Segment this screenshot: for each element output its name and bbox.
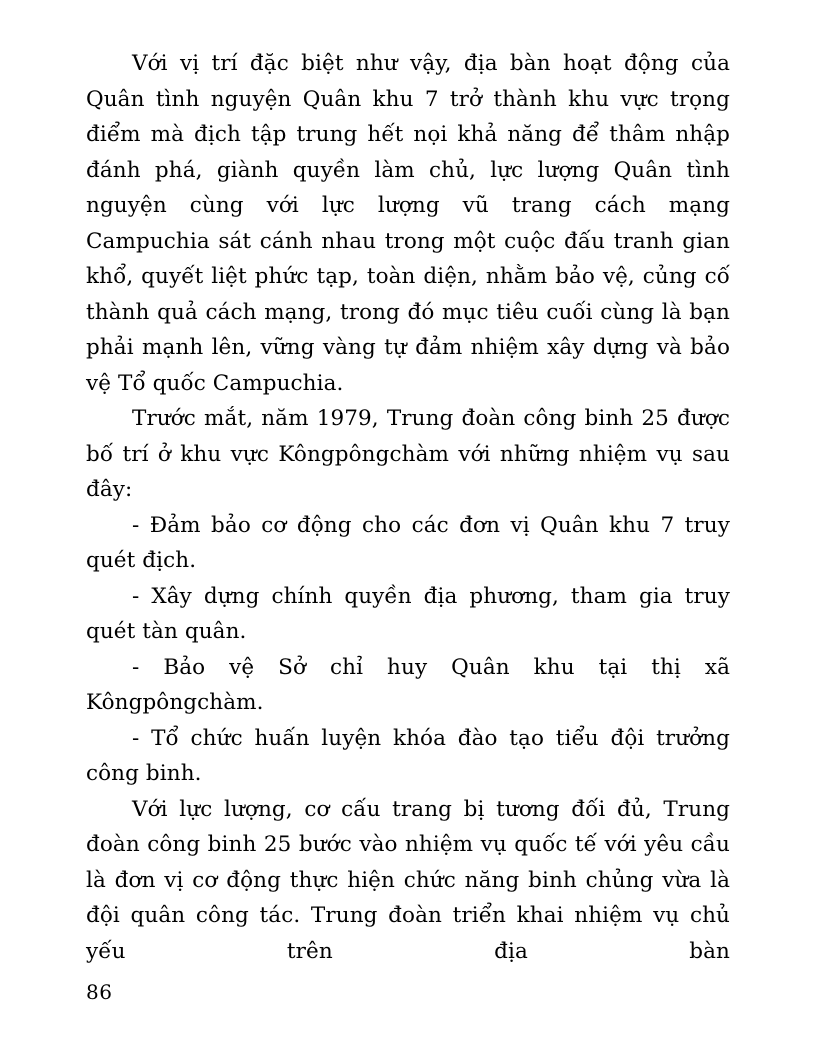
paragraph-5: - Bảo vệ Sở chỉ huy Quân khu tại thị xã Kôngpôngchàm. — [86, 654, 730, 715]
paragraph-6: - Tổ chức huấn luyện khóa đào tạo tiểu đội trưởng công binh. — [86, 725, 730, 786]
paragraph-2: Trước mắt, năm 1979, Trung đoàn công binh 25 được bố trí ở khu vực Kôngpôngchàm với những nhiệm vụ sau đây: — [86, 406, 730, 502]
paragraph-1: Với vị trí đặc biệt như vậy, địa bàn hoạt động của Quân tình nguyện Quân khu 7 trở thành khu vực trọng điểm mà địch tập trung hết nọi khả năng để thâm nhập đánh phá, giành quyền làm chủ, lực lượng Quân tình nguyện cùng với lực lượng vũ trang cách mạng Campuchia sát cánh nhau trong một cuộc đấu tranh gian khổ, quyết liệt phức tạp, toàn diện, nhằm bảo vệ, củng cố thành quả cách mạng, trong đó mục tiêu cuối cùng là bạn phải mạnh lên, vững vàng tự đảm nhiệm xây dựng và bảo vệ Tổ quốc Campuchia. — [86, 51, 730, 396]
paragraph-4: - Xây dựng chính quyền địa phương, tham gia truy quét tàn quân. — [86, 583, 730, 644]
page-body — [86, 46, 730, 969]
page-number: 86 — [86, 980, 113, 1004]
paragraph-3: - Đảm bảo cơ động cho các đơn vị Quân khu 7 truy quét địch. — [86, 512, 730, 573]
paragraph-7: Với lực lượng, cơ cấu trang bị tương đối đủ, Trung đoàn công binh 25 bước vào nhiệm vụ quốc tế với yêu cầu là đơn vị cơ động thực hiện chức năng binh chủng vừa là đội quân công tác. Trung đoàn triển khai nhiệm vụ chủ yếu trên địa bàn — [86, 796, 730, 964]
